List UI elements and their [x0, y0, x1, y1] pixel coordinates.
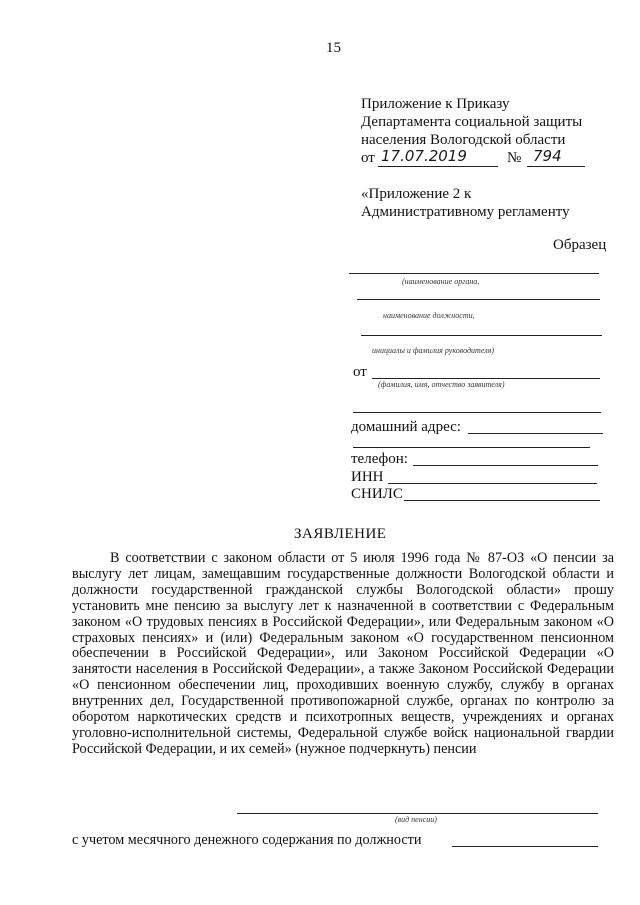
salary-text: с учетом месячного денежного содержания по должности: [72, 832, 422, 848]
head-line: [361, 335, 602, 336]
appendix2-line-2: Административному регламенту: [361, 204, 570, 220]
position-line: [357, 299, 600, 300]
appendix-line-1: Приложение к Приказу: [361, 96, 510, 112]
snils-line: [404, 500, 600, 501]
appendix2-line-1: «Приложение 2 к: [361, 186, 472, 202]
snils-label: СНИЛС: [351, 486, 403, 502]
number-underline: [527, 166, 585, 167]
appendix-number-label: №: [507, 150, 522, 166]
statement-paragraph: В соответствии с законом области от 5 июля 1996 года № 87-ОЗ «О пенсии за выслугу лет лицам, замещавшим государственные должности Вологодской области и должности государственной гражданской службы Вологодской области» прошу установить мне пенсию за выслугу лет к назначенной в соответствии с Федеральным законом «О трудовых пенсиях в Российской Федерации», или Федеральным законом «О страховых пенсиях» и (или) Федеральным законом «О государственном пенсионном обеспечении в Российской Федерации», или Законом Российской Федерации «О занятости населения в Российской Федерации», а также Законом Российской Федерации «О пенсионном обеспечении лиц, проходивших военную службу, службу в органах внутренних дел, Государственной противопожарной службе, органах по контролю за оборотом наркотических средств и психотропных веществ, учреждениях и органах уголовно-исполнительной системы, Федеральной службе войск национальной гвардии Российской Федерации, и их семей» (нужное подчеркнуть) пенсии: [72, 550, 614, 757]
pension-type-caption: (вид пенсии): [395, 815, 437, 824]
pension-type-line: [237, 813, 598, 814]
phone-label: телефон:: [351, 451, 408, 467]
inn-line: [388, 483, 597, 484]
inn-label: ИНН: [351, 469, 384, 485]
applicant-extra-line: [353, 412, 601, 413]
head-caption: инициалы и фамилия руководителя): [372, 346, 495, 355]
home-address-line: [468, 433, 603, 434]
applicant-caption: (фамилия, имя, отчество заявителя): [378, 380, 505, 389]
date-underline: [378, 166, 498, 167]
organ-caption: (наименование органа,: [402, 277, 480, 286]
appendix-from-label: от: [361, 150, 375, 166]
position-caption: наименование должности,: [383, 311, 475, 320]
statement-body: [72, 551, 614, 758]
appendix-line-3: населения Вологодской области: [361, 132, 566, 148]
document-title: ЗАЯВЛЕНИЕ: [294, 526, 387, 542]
applicant-from-label: от: [353, 364, 367, 380]
phone-line: [413, 465, 598, 466]
applicant-name-line: [372, 378, 600, 379]
page-number: 15: [326, 40, 341, 56]
handwritten-number: 794: [533, 147, 562, 165]
handwritten-date: 17.07.2019: [381, 147, 467, 165]
sample-label: Образец: [553, 237, 607, 253]
salary-line: [452, 846, 598, 847]
home-address-label: домашний адрес:: [351, 419, 461, 435]
appendix-line-2: Департамента социальной защиты: [361, 114, 583, 130]
home-address-line-2: [353, 447, 590, 448]
organ-line: [349, 273, 599, 274]
